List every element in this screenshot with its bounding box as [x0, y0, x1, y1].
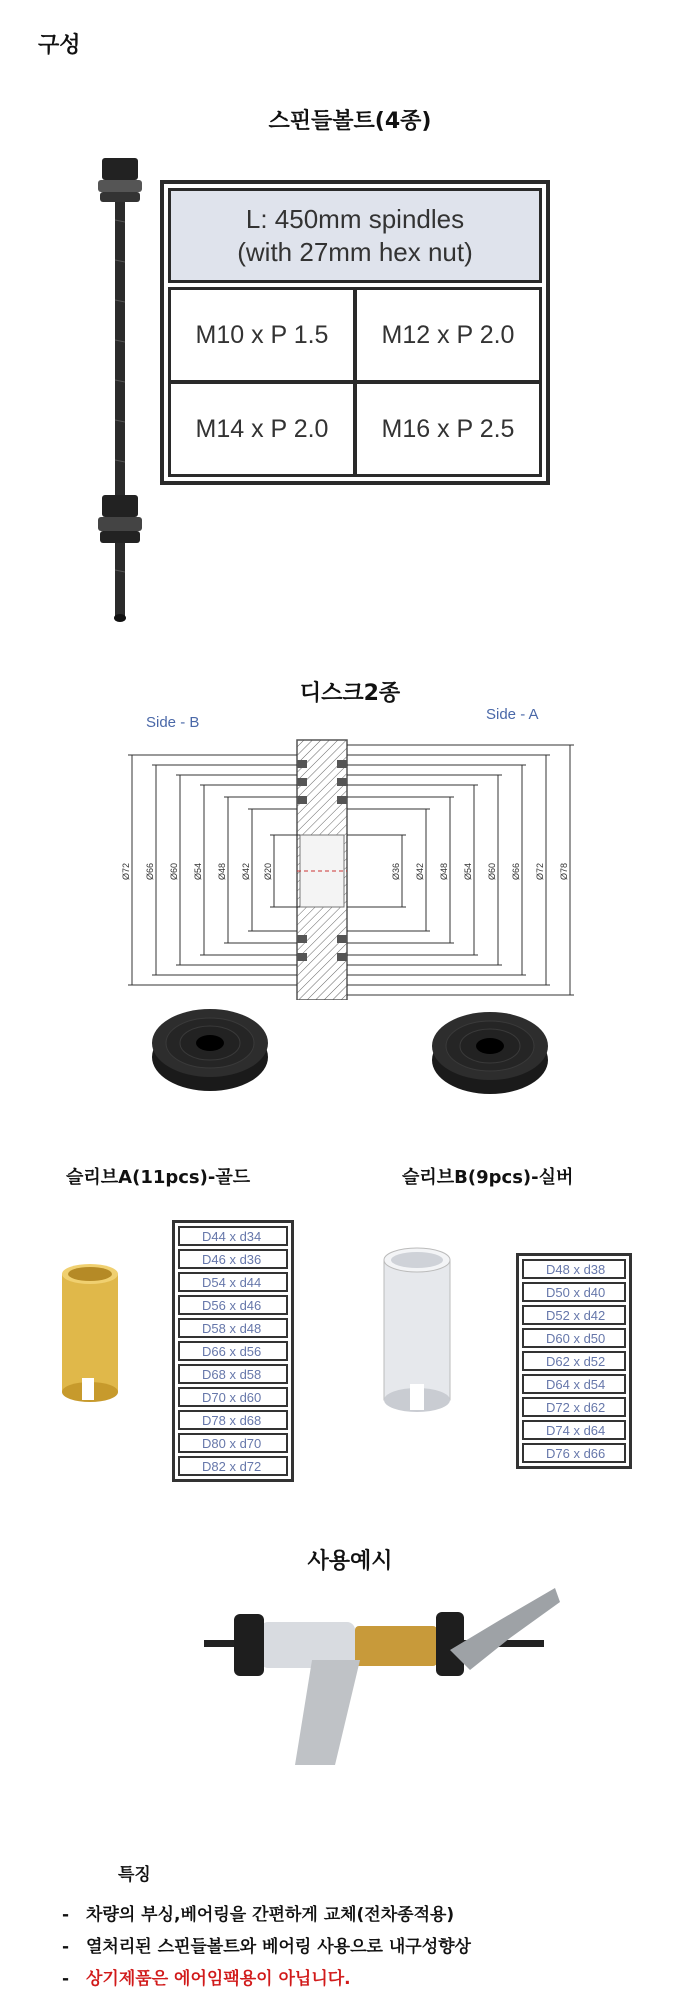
sleeve-a-image [56, 1260, 126, 1405]
dim-b-text: Ø54 [193, 862, 203, 880]
sleeve-a-size-item: D66 x d56 [178, 1341, 288, 1361]
sleeve-b-size-item: D72 x d62 [522, 1397, 626, 1417]
usage-title: 사용예시 [307, 1549, 393, 1574]
sleeve-b-size-item: D74 x d64 [522, 1420, 626, 1440]
spindle-bolt-image [90, 150, 150, 630]
spindle-size-cell: M14 x P 2.0 [171, 384, 353, 474]
dim-a-text: Ø36 [391, 862, 401, 880]
section-title: 구성 [38, 33, 81, 58]
sleeve-a-size-item: D44 x d34 [178, 1226, 288, 1246]
sleeve-a-size-item: D70 x d60 [178, 1387, 288, 1407]
spindle-spec-header [168, 188, 542, 283]
dim-a-text: Ø42 [415, 862, 425, 880]
spindle-title: 스핀들볼트(4종) [268, 109, 432, 134]
spindle-spec-table [160, 180, 550, 485]
dim-b-text: Ø48 [217, 862, 227, 880]
sleeve-a-size-list [172, 1220, 294, 1482]
dim-a-text: Ø48 [439, 862, 449, 880]
features-title: 특징 [118, 1865, 151, 1885]
spindle-nut-text: (with 27mm hex nut) [237, 236, 473, 267]
usage-example-image [200, 1580, 565, 1780]
dim-a-text: Ø66 [511, 862, 521, 880]
sleeve-b-size-item: D50 x d40 [522, 1282, 626, 1302]
disc-a-image [425, 998, 555, 1098]
feature-text: 차량의 부싱,베어링을 간편하게 교체(전차종적용) [86, 1905, 455, 1925]
sleeve-b-size-item: D48 x d38 [522, 1259, 626, 1279]
disc-cross-section-drawing [110, 730, 600, 1000]
feature-line-warning [62, 1964, 351, 1989]
feature-dash: - [62, 1905, 70, 1925]
sleeve-a-size-item: D56 x d46 [178, 1295, 288, 1315]
sleeve-a-size-item: D46 x d36 [178, 1249, 288, 1269]
disc-title: 디스크2종 [299, 681, 401, 706]
sleeve-a-size-item: D80 x d70 [178, 1433, 288, 1453]
spindle-length-text: L: 450mm spindles [245, 204, 465, 234]
dim-b-text: Ø66 [145, 862, 155, 880]
sleeve-b-size-item: D76 x d66 [522, 1443, 626, 1463]
sleeve-b-image [378, 1240, 458, 1425]
disc-b-image [145, 995, 275, 1095]
side-a-label: Side - A [486, 706, 539, 723]
feature-dash: - [62, 1937, 70, 1957]
feature-line [62, 1900, 454, 1925]
dim-a-text: Ø60 [487, 862, 497, 880]
dim-b-text: Ø72 [121, 862, 131, 880]
dim-b-text: Ø20 [263, 862, 273, 880]
sleeve-a-size-item: D54 x d44 [178, 1272, 288, 1292]
sleeve-a-size-item: D78 x d68 [178, 1410, 288, 1430]
dim-a-text: Ø78 [559, 862, 569, 880]
sleeve-b-title: 슬리브B(9pcs)-실버 [402, 1167, 574, 1188]
dim-a-text: Ø54 [463, 862, 473, 880]
feature-warning-text: 상기제품은 에어임팩용이 아닙니다. [86, 1969, 351, 1989]
dim-a-text: Ø72 [535, 862, 545, 880]
spindle-size-grid [168, 287, 542, 477]
sleeve-b-size-item: D62 x d52 [522, 1351, 626, 1371]
sleeve-b-size-item: D60 x d50 [522, 1328, 626, 1348]
sleeve-a-size-item: D68 x d58 [178, 1364, 288, 1384]
dim-b-text: Ø60 [169, 862, 179, 880]
sleeve-a-size-item: D82 x d72 [178, 1456, 288, 1476]
sleeve-a-size-item: D58 x d48 [178, 1318, 288, 1338]
feature-line [62, 1932, 471, 1957]
spindle-size-cell: M16 x P 2.5 [357, 384, 539, 474]
dim-b-text: Ø42 [241, 862, 251, 880]
side-b-label: Side - B [146, 714, 200, 731]
spindle-size-cell: M12 x P 2.0 [357, 290, 539, 380]
feature-text: 열처리된 스핀들볼트와 베어링 사용으로 내구성향상 [86, 1937, 471, 1957]
sleeve-b-size-list [516, 1253, 632, 1469]
spindle-size-cell: M10 x P 1.5 [171, 290, 353, 380]
sleeve-b-size-item: D52 x d42 [522, 1305, 626, 1325]
sleeve-b-size-item: D64 x d54 [522, 1374, 626, 1394]
sleeve-a-title: 슬리브A(11pcs)-골드 [66, 1167, 251, 1188]
feature-dash: - [62, 1969, 70, 1989]
